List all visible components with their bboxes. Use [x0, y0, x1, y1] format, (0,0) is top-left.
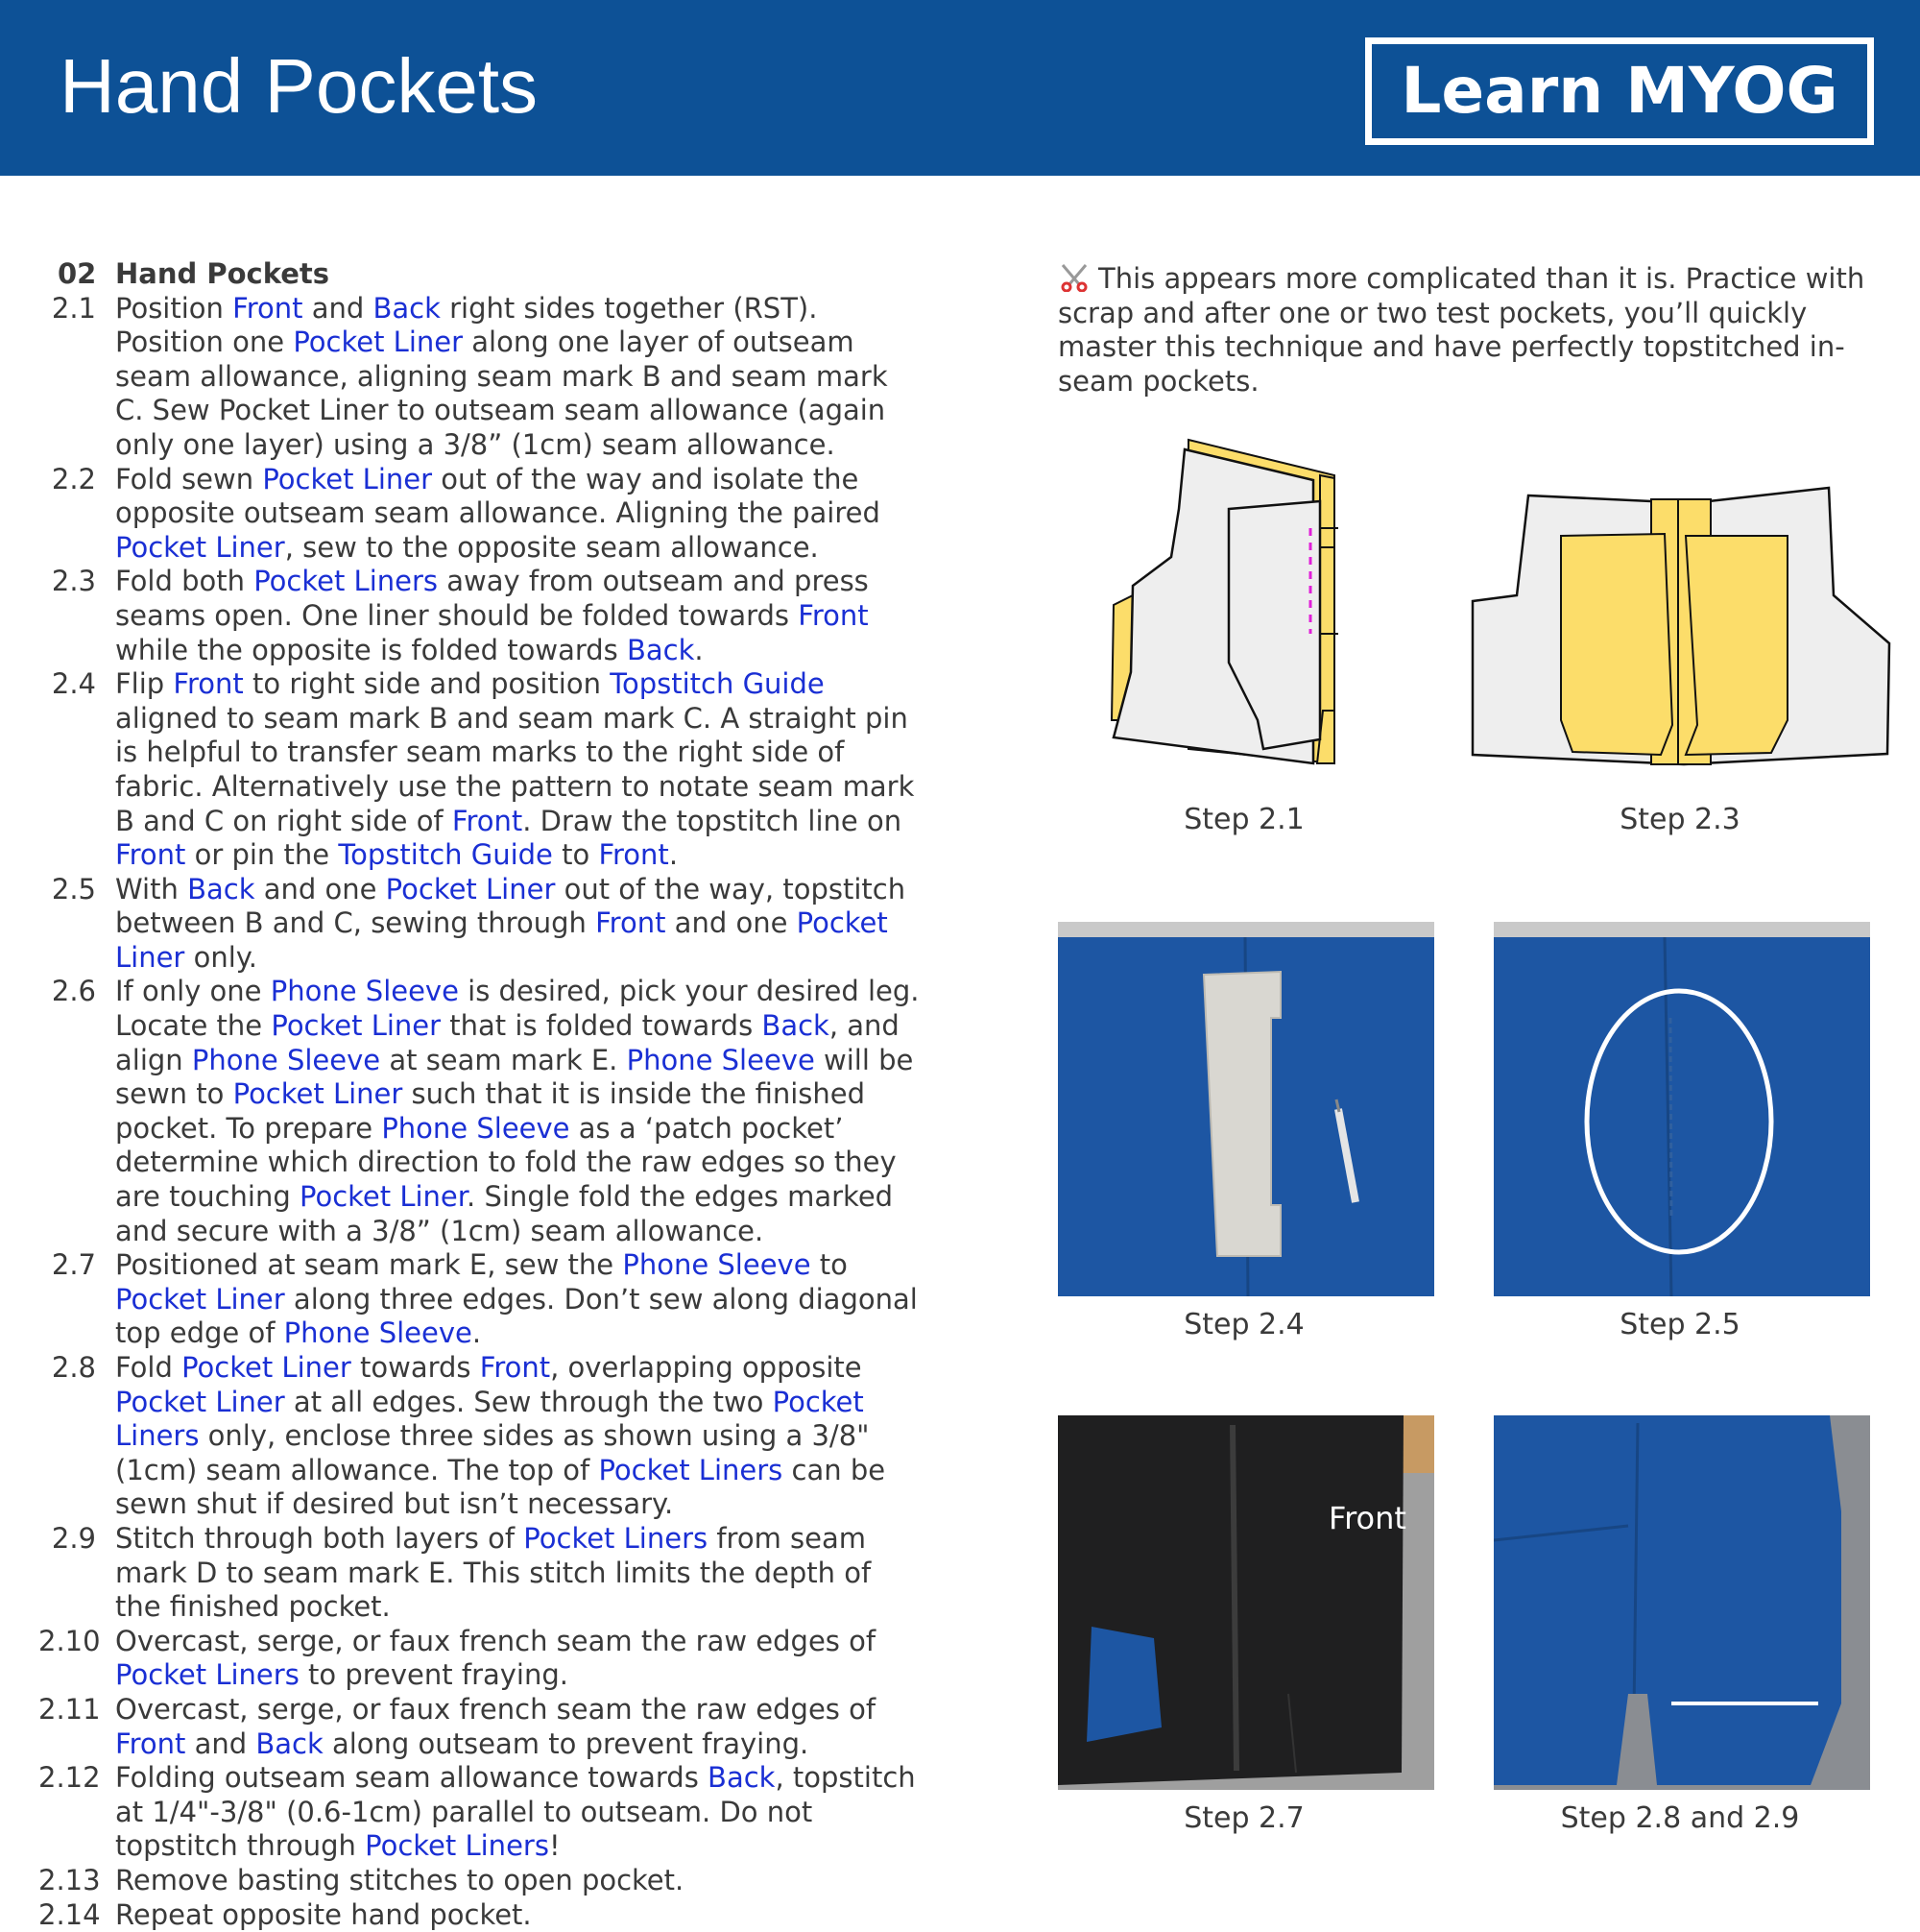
step-number: 2.14	[38, 1898, 115, 1932]
step-text-run: along three edges. Don’t sew along diagonal top edge of	[115, 1283, 918, 1350]
step-text-run: to right side and position	[244, 667, 610, 700]
instructions-list	[38, 257, 922, 1932]
step-text-run: Stitch through both layers of	[115, 1522, 523, 1555]
caption-step-2-1: Step 2.1	[1052, 803, 1436, 836]
step-item	[38, 1693, 922, 1761]
step-text-run: Repeat opposite hand pocket.	[115, 1898, 532, 1931]
step-item	[38, 975, 922, 1248]
step-text-run: out of the way and isolate the opposite outseam seam allowance. Aligning the paired	[115, 463, 880, 530]
step-text-run: If only one	[115, 975, 271, 1007]
caption-step-2-3: Step 2.3	[1488, 803, 1872, 836]
step-number: 2.8	[38, 1351, 115, 1522]
piece-link[interactable]: Pocket Liner	[115, 906, 888, 974]
step-number: 2.9	[38, 1522, 115, 1625]
caption-step-2-4: Step 2.4	[1052, 1308, 1436, 1341]
step-2-4-photo	[1058, 922, 1434, 1296]
tip-note	[1058, 261, 1903, 398]
step-text	[115, 565, 922, 667]
page-title: Hand Pockets	[60, 48, 538, 125]
step-text	[115, 292, 922, 463]
piece-link[interactable]: Pocket Liner	[115, 1283, 285, 1316]
step-text-run: Folding outseam seam allowance towards	[115, 1761, 708, 1794]
step-text-run: to	[811, 1248, 848, 1281]
caption-step-2-8-2-9: Step 2.8 and 2.9	[1488, 1801, 1872, 1835]
piece-link[interactable]: Pocket Liner	[300, 1180, 467, 1213]
step-2-1-diagram	[1104, 432, 1392, 778]
step-text-run: or pin the	[185, 838, 338, 871]
step-text-run: away from outseam and press seams open. One liner should be folded towards	[115, 565, 869, 632]
step-text-run: Positioned at seam mark E, sew the	[115, 1248, 622, 1281]
piece-link[interactable]: Pocket Liners	[598, 1454, 782, 1486]
section-heading	[38, 257, 922, 292]
step-text-run: towards	[351, 1351, 480, 1384]
step-text-run: that is folded towards	[441, 1009, 761, 1042]
step-text-run: out of the way, topstitch between B and C, sewing through	[115, 873, 905, 940]
piece-link[interactable]: Front	[798, 599, 868, 632]
piece-link[interactable]: Phone Sleeve	[271, 975, 459, 1007]
step-item	[38, 667, 922, 873]
piece-link[interactable]: Pocket Liner	[293, 326, 463, 358]
piece-link[interactable]: Pocket Liner	[115, 531, 285, 564]
step-text-run: , topstitch at 1/4"-3/8" (0.6-1cm) parallel to outseam. Do not topstitch through	[115, 1761, 916, 1862]
piece-link[interactable]: Front	[480, 1351, 550, 1384]
step-item	[38, 1625, 922, 1693]
step-item	[38, 463, 922, 566]
piece-link[interactable]: Back	[373, 292, 441, 325]
step-text-run: . Draw the topstitch line on	[522, 805, 901, 837]
piece-link[interactable]: Front	[115, 838, 185, 871]
section-title: Hand Pockets	[115, 257, 922, 292]
step-text	[115, 1522, 922, 1625]
step-2-8-2-9-photo	[1494, 1415, 1870, 1790]
step-text	[115, 1625, 922, 1693]
piece-link[interactable]: Phone Sleeve	[622, 1248, 810, 1281]
step-text	[115, 1864, 922, 1898]
step-item	[38, 1522, 922, 1625]
step-text	[115, 975, 922, 1248]
step-text-run: Overcast, serge, or faux french seam the raw edges of	[115, 1625, 876, 1657]
step-text-run: aligned to seam mark B and seam mark C. A straight pin is helpful to transfer seam marks to the right side of fabric. Alternatively use the pattern to notate seam mark B and C on right side of	[115, 702, 914, 837]
step-text-run: Flip	[115, 667, 173, 700]
piece-link[interactable]: Phone Sleeve	[627, 1044, 815, 1076]
piece-link[interactable]: Pocket Liner	[262, 463, 432, 495]
step-2-7-photo	[1058, 1415, 1434, 1790]
step-text-run: , sew to the opposite seam allowance.	[285, 531, 819, 564]
step-number: 2.1	[38, 292, 115, 463]
step-text-run: along one layer of outseam seam allowance, aligning seam mark B and seam mark C. Sew Pocket Liner to outseam seam allowance (again only one layer) using a 3/8” (1cm) seam allowance.	[115, 326, 888, 461]
piece-link[interactable]: Pocket Liners	[523, 1522, 708, 1555]
caption-step-2-7: Step 2.7	[1052, 1801, 1436, 1835]
step-text-run: and	[185, 1727, 255, 1760]
step-number: 2.5	[38, 873, 115, 976]
piece-link[interactable]: Pocket Liner	[271, 1009, 441, 1042]
step-text-run: !	[549, 1829, 561, 1862]
step-text-run: Fold both	[115, 565, 253, 597]
step-item	[38, 1248, 922, 1351]
step-2-5-photo	[1494, 922, 1870, 1296]
step-text-run: , and align	[115, 1009, 900, 1076]
step-text-run: can be sewn shut if desired but isn’t necessary.	[115, 1454, 885, 1521]
step-item	[38, 1898, 922, 1932]
step-text-run: only, enclose three sides as shown using a 3/8" (1cm) seam allowance. The top of	[115, 1419, 869, 1486]
piece-link[interactable]: Front	[115, 1727, 185, 1760]
step-text-run: .	[472, 1316, 481, 1349]
piece-link[interactable]: Pocket Liner	[233, 1077, 403, 1110]
step-text-run: right sides together (RST). Position one	[115, 292, 817, 359]
step-number: 2.12	[38, 1761, 115, 1864]
step-item	[38, 565, 922, 667]
step-text-run: , overlapping opposite	[550, 1351, 862, 1384]
piece-link[interactable]: Back	[627, 634, 694, 666]
step-text-run: at all edges. Sew through the two	[285, 1386, 773, 1418]
piece-link[interactable]: Back	[187, 873, 254, 906]
piece-link[interactable]: Pocket Liners	[115, 1658, 300, 1691]
step-text-run: as a ‘patch pocket’ determine which direction to fold the raw edges so they are touching	[115, 1112, 897, 1213]
step-text-run: and one	[254, 873, 385, 906]
step-text	[115, 1351, 922, 1522]
step-text-run: With	[115, 873, 187, 906]
tip-text: This appears more complicated than it is. Practice with scrap and after one or two test pockets, you’ll quickly master this technique and have perfectly topstitched in-seam pockets.	[1058, 262, 1864, 398]
step-number: 2.7	[38, 1248, 115, 1351]
step-text-run: only.	[184, 941, 257, 974]
step-2-3-diagram	[1469, 480, 1891, 768]
step-item	[38, 873, 922, 976]
step-number: 2.6	[38, 975, 115, 1248]
step-list	[38, 292, 922, 1932]
piece-link[interactable]: Front	[598, 838, 668, 871]
piece-link[interactable]: Front	[452, 805, 522, 837]
step-number: 2.2	[38, 463, 115, 566]
step-item	[38, 292, 922, 463]
piece-link[interactable]: Pocket Liners	[253, 565, 438, 597]
piece-link[interactable]: Front	[595, 906, 665, 939]
step-text-run: . Single fold the edges marked and secure with a 3/8” (1cm) seam allowance.	[115, 1180, 893, 1247]
step-text-run: Fold	[115, 1351, 181, 1384]
step-text	[115, 463, 922, 566]
step-text-run: to	[553, 838, 599, 871]
step-text-run: such that it is inside the finished pocket. To prepare	[115, 1077, 865, 1145]
step-text	[115, 873, 922, 976]
step-text-run: Position	[115, 292, 232, 325]
step-text	[115, 1898, 922, 1932]
learn-myog-logo	[1365, 37, 1874, 145]
step-text-run: from seam mark D to seam mark E. This stitch limits the depth of the finished pocket.	[115, 1522, 871, 1623]
step-item	[38, 1351, 922, 1522]
piece-link[interactable]: Pocket Liner	[181, 1351, 351, 1384]
front-label: Front	[1329, 1500, 1406, 1536]
step-number: 2.4	[38, 667, 115, 873]
step-text-run: .	[669, 838, 678, 871]
step-text-run: .	[694, 634, 703, 666]
step-text-run: along outseam to prevent fraying.	[324, 1727, 808, 1760]
step-text	[115, 1761, 922, 1864]
step-number: 2.10	[38, 1625, 115, 1693]
step-item	[38, 1864, 922, 1898]
step-text-run: and	[303, 292, 373, 325]
piece-link[interactable]: Topstitch Guide	[610, 667, 825, 700]
step-text-run: is desired, pick your desired leg. Locate the	[115, 975, 919, 1042]
step-text-run: to prevent fraying.	[300, 1658, 568, 1691]
step-text	[115, 1248, 922, 1351]
piece-link[interactable]: Front	[232, 292, 302, 325]
step-text-run: at seam mark E.	[380, 1044, 626, 1076]
piece-link[interactable]: Front	[173, 667, 243, 700]
piece-link[interactable]: Phone Sleeve	[192, 1044, 380, 1076]
step-number: 2.13	[38, 1864, 115, 1898]
piece-link[interactable]: Pocket Liner	[115, 1386, 285, 1418]
step-text	[115, 1693, 922, 1761]
step-text	[115, 667, 922, 873]
caption-step-2-5: Step 2.5	[1488, 1308, 1872, 1341]
piece-link[interactable]: Pocket Liners	[365, 1829, 549, 1862]
step-number: 2.11	[38, 1693, 115, 1761]
piece-link[interactable]: Back	[255, 1727, 323, 1760]
piece-link[interactable]: Back	[708, 1761, 775, 1794]
step-text-run: and one	[665, 906, 796, 939]
piece-link[interactable]: Back	[761, 1009, 828, 1042]
step-number: 2.3	[38, 565, 115, 667]
piece-link[interactable]: Phone Sleeve	[284, 1316, 472, 1349]
piece-link[interactable]: Phone Sleeve	[381, 1112, 569, 1145]
header-bar	[0, 0, 1920, 176]
step-text-run: Remove basting stitches to open pocket.	[115, 1864, 684, 1896]
section-number: 02	[38, 257, 115, 292]
piece-link[interactable]: Topstitch Guide	[338, 838, 553, 871]
step-text-run: Overcast, serge, or faux french seam the raw edges of	[115, 1693, 876, 1726]
logo-text: Learn MYOG	[1372, 60, 1867, 123]
piece-link[interactable]: Pocket Liner	[386, 873, 556, 906]
step-text-run: Fold sewn	[115, 463, 262, 495]
piece-link[interactable]: Pocket Liners	[115, 1386, 864, 1453]
scissors-icon	[1058, 261, 1091, 292]
step-text-run: will be sewn to	[115, 1044, 913, 1111]
step-text-run: while the opposite is folded towards	[115, 634, 627, 666]
step-item	[38, 1761, 922, 1864]
